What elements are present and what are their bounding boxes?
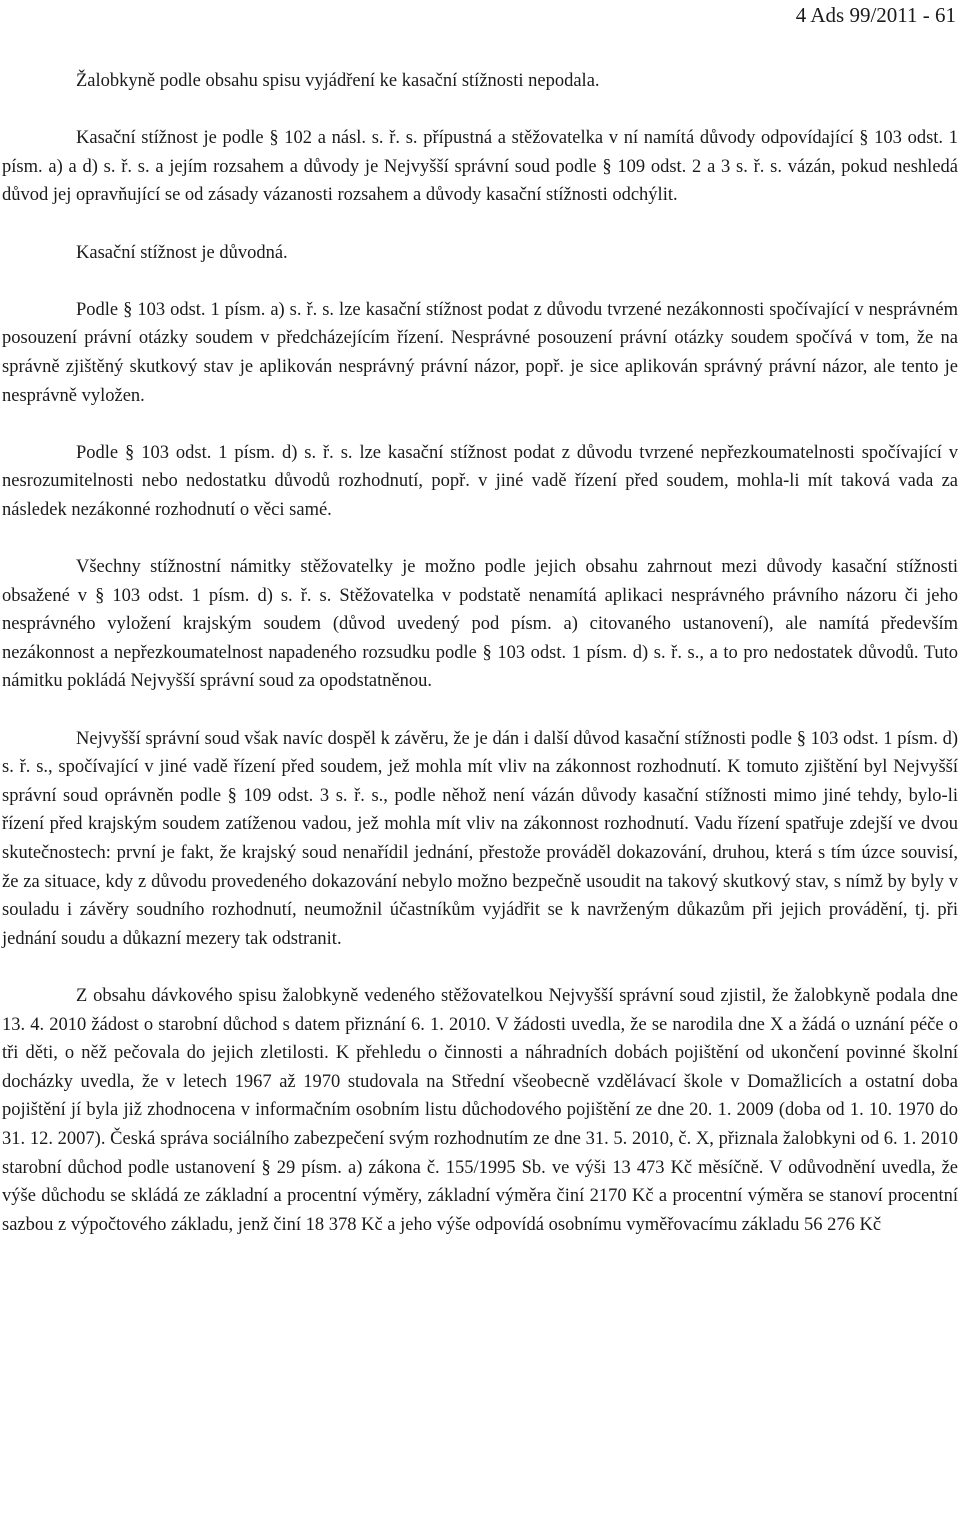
paragraph-benefit-file: Z obsahu dávkového spisu žalobkyně vedeného stěžovatelkou Nejvyšší správní soud zjistil, že žalobkyně podala dne 13. 4. 2010 žádost o starobní důchod s datem přiznání 6. 1. 2010. V žádosti uvedla, že se narodila dne X a žádá o uznání péče o tři děti, o něž pečovala do jejich zletilosti. K přehledu o činnosti a náhradních dobách pojištění od ukončení povinné školní docházky uvedla, že v letech 1967 až 1970 studovala na Střední všeobecně vzdělávací škole v Domažlicích a ostatní doba pojištění jí byla již zhodnocena v informačním osobním listu důchodového pojištění ze dne 20. 1. 2009 (doba od 1. 10. 1970 do 31. 12. 2007). Česká správa sociálního zabezpečení svým rozhodnutím ze dne 31. 5. 2010, č. X, přiznala žalobkyni od 6. 1. 2010 starobní důchod podle ustanovení § 29 písm. a) zákona č. 155/1995 Sb. ve výši 13 473 Kč měsíčně. V odůvodnění uvedla, že výše důchodu se skládá ze základní a procentní výměry, základní výměra činí 2170 Kč a procentní výměra se stanoví procentní sazbou z výpočtového základu, jenž činí 18 378 Kč a jeho výše odpovídá osobnímu vyměřovacímu základu 56 276 Kč [2, 986, 958, 1235]
page-number: 4 Ads 99/2011 - 61 [795, 3, 956, 27]
paragraph-ground-d: Podle § 103 odst. 1 písm. d) s. ř. s. lze kasační stížnost podat z důvodu tvrzené nepřezkoumatelnosti spočívající v nesrozumitelnosti nebo nedostatku důvodů rozhodnutí, popř. v jiné vadě řízení před soudem, mohla-li mít taková vada za následek nezákonné rozhodnutí o věci samé. [2, 442, 958, 520]
paragraph-conclusion: Kasační stížnost je důvodná. [76, 242, 288, 263]
document-body [2, 67, 958, 1268]
paragraph-respondent-statement: Žalobkyně podle obsahu spisu vyjádření ke kasační stížnosti nepodala. [76, 71, 600, 91]
paragraph-admissibility: Kasační stížnost je podle § 102 a násl. s. ř. s. přípustná a stěžovatelka v ní namítá důvody odpovídající § 103 odst. 1 písm. a) a d) s. ř. s. a jejím rozsahem a důvody je Nejvyšší správní soud podle § 109 odst. 2 a 3 s. ř. s. vázán, pokud neshledá důvod jej opravňující se od zásady vázanosti rozsahem a důvody kasační stížnosti odchýlit. [2, 128, 958, 206]
paragraph-procedural-defect: Nejvyšší správní soud však navíc dospěl k závěru, že je dán i další důvod kasační stížnosti podle § 103 odst. 1 písm. d) s. ř. s., spočívající v jiné vadě řízení před soudem, jež mohla mít vliv na zákonnost rozhodnutí. K tomuto zjištění byl Nejvyšší správní soud oprávněn podle § 109 odst. 3 s. ř. s., podle něhož není vázán důvody kasační stížnosti mimo jiné tehdy, bylo-li řízení před krajským soudem zatíženou vadou, jež mohla mít vliv na zákonnost rozhodnutí. Vadu řízení spatřuje zdejší ve dvou skutečnostech: první je fakt, že krajský soud nenařídil jednání, přestože prováděl dokazování, druhou, která s tím úzce souvisí, že za situace, kdy z důvodu provedeného dokazování nebylo možno bezpečně usoudit na takový skutkový stav, s nímž by byly v souladu i závěry soudního rozhodnutí, neumožnil účastníkům vyjádřit se k navrženým důkazům při jejich provádění, tj. při jednání soudu a důkazní mezery tak odstranit. [2, 728, 958, 949]
paragraph-ground-a: Podle § 103 odst. 1 písm. a) s. ř. s. lze kasační stížnost podat z důvodu tvrzené nezákonnosti spočívající v nesprávném posouzení právní otázky soudem v předcházejícím řízení. Nesprávné posouzení právní otázky soudem spočívá v tom, že na správně zjištěný skutkový stav je aplikován nesprávný právní názor, popř. je sice aplikován správný právní názor, ale tento je nesprávně vyložen. [2, 299, 958, 406]
paragraph-objections: Všechny stížnostní námitky stěžovatelky je možno podle jejich obsahu zahrnout mezi důvody kasační stížnosti obsažené v § 103 odst. 1 písm. d) s. ř. s. Stěžovatelka v podstatě nenamítá aplikaci nesprávného právního názoru či jeho nesprávného vyložení krajským soudem (důvod uvedený pod písm. a) citovaného ustanovení), ale namítá především nezákonnost a nepřezkoumatelnost napadeného rozsudku podle § 103 odst. 1 písm. d) s. ř. s., a to pro nedostatek důvodů. Tuto námitku pokládá Nejvyšší správní soud za opodstatněnou. [2, 557, 958, 692]
